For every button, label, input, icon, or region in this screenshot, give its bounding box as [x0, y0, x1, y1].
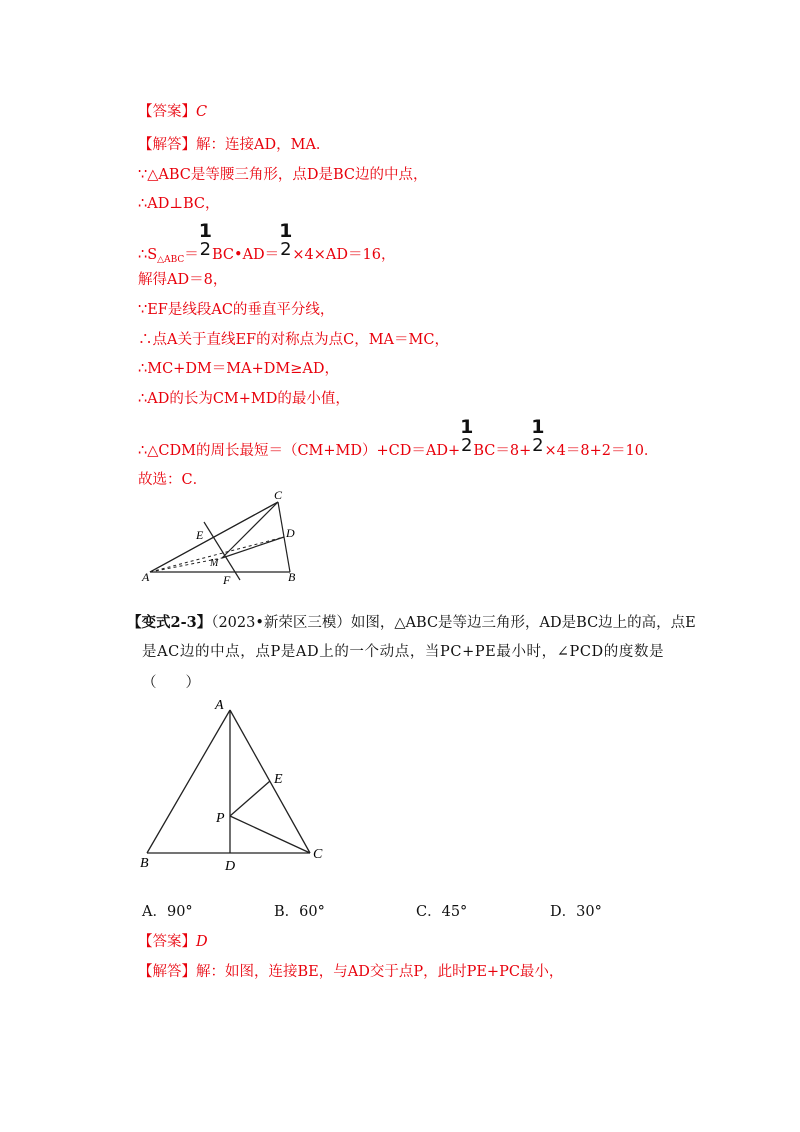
segment-pe — [230, 781, 270, 816]
option-c[interactable]: C．45° — [416, 904, 468, 920]
fraction-denominator: 2 — [280, 239, 292, 260]
fraction-one-half-4 — [531, 418, 544, 455]
perimeter-expr: ∴△CDM的周长最短＝（CM+MD）+CD＝AD+ — [138, 442, 461, 459]
fraction-numerator: 1 — [460, 416, 474, 438]
label-b: B — [140, 856, 149, 871]
figure-2-triangle — [130, 695, 340, 875]
area-result: ×4×AD＝16， — [292, 246, 396, 263]
answer-value: C — [196, 104, 208, 120]
segment-cm — [222, 502, 278, 558]
solution-line-2: ∵△ABC是等腰三角形，点D是BC边的中点， — [138, 167, 428, 183]
solution-line-6: ∵EF是线段AC的垂直平分线， — [138, 302, 335, 318]
label-f: F — [223, 573, 231, 587]
answer-value: D — [196, 934, 208, 950]
label-a: A — [142, 570, 150, 584]
fraction-numerator: 1 — [279, 220, 293, 242]
fraction-one-half-3 — [460, 418, 473, 455]
fraction-denominator: 2 — [461, 435, 473, 456]
fraction-denominator: 2 — [199, 239, 212, 260]
solution-line-5: 解得AD＝8， — [138, 272, 228, 288]
label-c: C — [274, 488, 283, 502]
area-expr: BC•AD＝ — [212, 246, 280, 263]
solution-label: 【解答】 — [138, 964, 196, 980]
label-p: P — [216, 811, 225, 826]
fraction-numerator: 1 — [198, 220, 212, 242]
label-b: B — [288, 570, 296, 584]
question-tag: 【变式2-3】 — [127, 614, 212, 631]
label-e: E — [274, 772, 283, 787]
solution-line-4 — [138, 220, 396, 266]
fraction-one-half — [199, 222, 212, 259]
label-c: C — [313, 847, 323, 862]
option-b[interactable]: B．60° — [274, 904, 325, 920]
solution-line-10 — [138, 416, 659, 459]
question-line-2: 是AC边的中点，点P是AD上的一个动点，当PC+PE最小时，∠PCD的度数是 — [142, 644, 665, 660]
perimeter-result: ×4＝8+2＝10． — [544, 442, 659, 459]
solution-line-9: ∴AD的长为CM+MD的最小值， — [138, 391, 350, 407]
solution-line-3: ∴AD⊥BC， — [138, 196, 220, 212]
area-subscript: △ABC — [157, 255, 185, 266]
solution-line-11: 故选：C． — [138, 472, 208, 488]
solution-line-8: ∴MC+DM＝MA+DM≥AD， — [138, 361, 339, 377]
answer-label: 【答案】 — [138, 934, 196, 950]
answer-label: 【答案】 — [138, 104, 196, 120]
label-d: D — [225, 859, 236, 874]
area-prefix: ∴S — [138, 246, 158, 263]
segment-ab — [147, 710, 230, 853]
answer-line-2 — [138, 930, 208, 951]
solution-text: 解：如图，连接BE，与AD交于点P，此时PE+PC最小， — [196, 964, 564, 980]
question-text: （2023•新荣区三模）如图，△ABC是等边三角形，AD是BC边上的高，点E — [211, 615, 696, 631]
question-line-1 — [127, 611, 696, 632]
answer-line — [138, 100, 207, 121]
segment-pc — [230, 816, 310, 853]
solution-text: 解：连接AD，MA． — [196, 137, 331, 153]
fraction-one-half-2 — [279, 222, 292, 259]
solution-line-7: ∴点A关于直线EF的对称点为点C，MA＝MC， — [138, 332, 449, 348]
fraction-denominator: 2 — [532, 435, 544, 456]
solution-2-line — [138, 960, 563, 981]
label-e: E — [196, 528, 204, 542]
label-d: D — [286, 526, 295, 540]
question-line-3: （ ） — [142, 675, 200, 691]
option-a[interactable]: A．90° — [142, 904, 193, 920]
label-m: M — [210, 558, 219, 569]
label-a: A — [215, 698, 224, 713]
segment-md — [222, 537, 284, 558]
fraction-numerator: 1 — [531, 416, 545, 438]
solution-line-1 — [138, 133, 330, 154]
perimeter-expr-2: BC＝8+ — [473, 442, 532, 459]
figure-1-triangle — [130, 485, 320, 590]
segment-ef — [204, 522, 240, 580]
solution-label: 【解答】 — [138, 137, 196, 153]
option-d[interactable]: D．30° — [550, 904, 602, 920]
area-equals: ＝ — [184, 246, 199, 263]
